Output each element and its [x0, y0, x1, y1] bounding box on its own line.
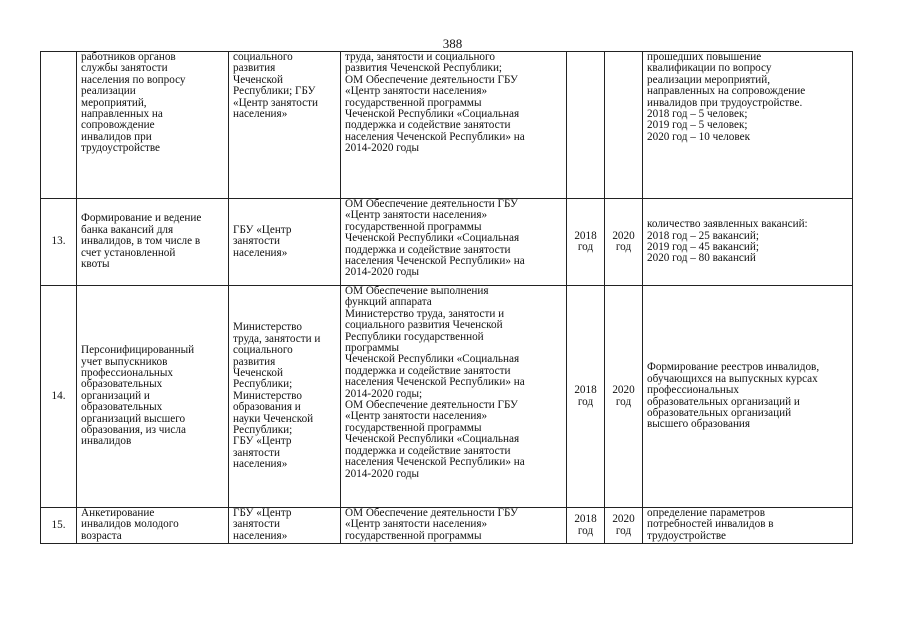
- table-row: [41, 508, 853, 544]
- result-cell: прошедших повышение квалификации по вопросу реализации мероприятий, направленных на сопровождение инвалидов при трудоустройстве. 2018 год – 5 человек; 2019 год – 5 человек; 2020 год – 10 человек: [643, 52, 853, 199]
- executor-cell: ГБУ «Центр занятости населения»: [229, 199, 341, 286]
- end-year-cell: 2020 год: [605, 286, 643, 508]
- executor-cell: Министерство труда, занятости и социального развития Чеченской Республики; Министерство образования и науки Чеченской Республики; ГБУ «Центр занятости населения»: [229, 286, 341, 508]
- page-number: 388: [442, 36, 463, 51]
- row-number: 13.: [41, 199, 77, 286]
- end-year-cell: 2020 год: [605, 199, 643, 286]
- table-row: [41, 199, 853, 286]
- start-year-cell: 2018 год: [567, 199, 605, 286]
- executor-cell: социального развития Чеченской Республики; ГБУ «Центр занятости населения»: [229, 52, 341, 199]
- event-cell: Формирование и ведение банка вакансий для инвалидов, в том числе в счет установленной квоты: [77, 199, 229, 286]
- event-cell: Анкетирование инвалидов молодого возраста: [77, 508, 229, 544]
- result-cell: количество заявленных вакансий: 2018 год – 25 вакансий; 2019 год – 45 вакансий; 2020 год – 80 вакансий: [643, 199, 853, 286]
- start-year-cell: 2018 год: [567, 286, 605, 508]
- row-number: 14.: [41, 286, 77, 508]
- start-year-cell: [567, 52, 605, 199]
- table-row: [41, 286, 853, 508]
- row-number: [41, 52, 77, 199]
- event-cell: Персонифицированный учет выпускников профессиональных образовательных организаций и образовательных организаций высшего образования, из числа инвалидов: [77, 286, 229, 508]
- start-year-cell: 2018 год: [567, 508, 605, 544]
- end-year-cell: [605, 52, 643, 199]
- result-cell: Формирование реестров инвалидов, обучающихся на выпускных курсах профессиональных образовательных организаций и образовательных организаций высшего образования: [643, 286, 853, 508]
- funding-source-cell: ОМ Обеспечение выполнения функций аппарата Министерство труда, занятости и социального развития Чеченской Республики государственной программы Чеченской Республики «Социальная поддержка и содействие занятости населения Чеченской Республики» на 2014-2020 годы; ОМ Обеспечение деятельности ГБУ «Центр занятости населения» государственной программы Чеченской Республики «Социальная поддержка и содействие занятости населения Чеченской Республики» на 2014-2020 годы: [341, 286, 567, 508]
- funding-source-cell: труда, занятости и социального развития Чеченской Республики; ОМ Обеспечение деятельности ГБУ «Центр занятости населения» государственной программы Чеченской Республики «Социальная поддержка и содействие занятости населения Чеченской Республики» на 2014-2020 годы: [341, 52, 567, 199]
- funding-source-cell: ОМ Обеспечение деятельности ГБУ «Центр занятости населения» государственной программы: [341, 508, 567, 544]
- funding-source-cell: ОМ Обеспечение деятельности ГБУ «Центр занятости населения» государственной программы Чеченской Республики «Социальная поддержка и содействие занятости населения Чеченской Республики» на 2014-2020 годы: [341, 199, 567, 286]
- end-year-cell: 2020 год: [605, 508, 643, 544]
- measures-table: [40, 51, 853, 544]
- table-row: [41, 52, 853, 199]
- executor-cell: ГБУ «Центр занятости населения»: [229, 508, 341, 544]
- event-cell: работников органов службы занятости населения по вопросу реализации мероприятий, направленных на сопровождение инвалидов при трудоустройстве: [77, 52, 229, 199]
- row-number: 15.: [41, 508, 77, 544]
- result-cell: определение параметров потребностей инвалидов в трудоустройстве: [643, 508, 853, 544]
